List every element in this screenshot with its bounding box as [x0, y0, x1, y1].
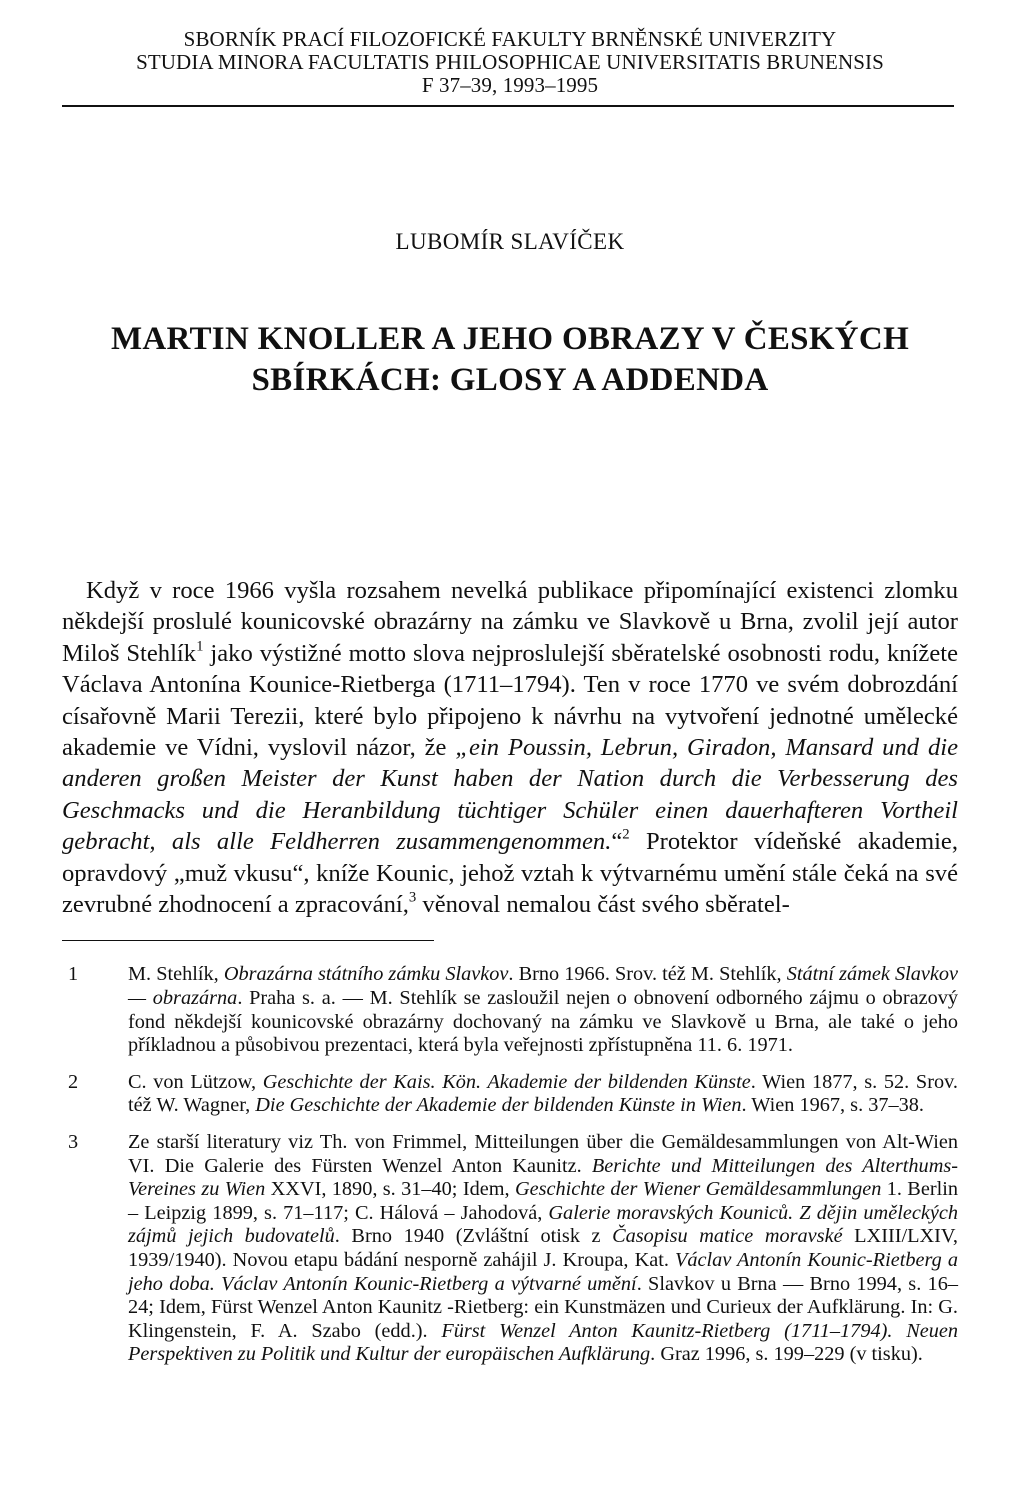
footnote-rule — [62, 940, 434, 941]
footnote-segment: M. Stehlík, — [128, 963, 224, 986]
article-title-line-2: SBÍRKÁCH: GLOSY A ADDENDA — [251, 362, 769, 398]
footnote-segment: . Brno 1940 (Zvláštní otisk z — [334, 1225, 613, 1248]
article-body — [62, 575, 958, 920]
footnote-2 — [62, 1071, 958, 1118]
article-author: LUBOMÍR SLAVÍČEK — [395, 229, 625, 254]
footnote-italic: Geschichte der Wiener Gemäldesammlungen — [514, 1178, 882, 1201]
page — [62, 28, 958, 1380]
footnote-1 — [62, 963, 958, 1057]
footnote-segment: . Graz 1996, s. 199–229 (v tisku). — [650, 1343, 923, 1366]
footnote-italic: Václav Antonín Kounic-Rietberg a jeho doba. Václav Antonín Kounic-Rietberg a výtvarné umění — [128, 1249, 958, 1295]
footnote-italic: Geschichte der Kais. Kön. Akademie der bildenden Künste — [262, 1070, 751, 1093]
footnote-italic: Obrazárna státního zámku Slavkov — [223, 963, 509, 986]
footnote-text — [128, 1131, 958, 1367]
body-text-segment: jako výstižné motto slova nejproslulejší sběratelské osobnosti rodu, knížete Václava Antonína Kounice-Rietberga (1711–1794). Ten v roce 1770 ve svém dobrozdání císařovně Marii Terezii, které bylo připojeno k návrhu na vytvoření jednotné umělecké akademie ve Vídni, vyslovil názor, že — [62, 639, 958, 762]
footnotes — [62, 963, 958, 1367]
footnote-italic: Časopisu matice moravské — [612, 1225, 843, 1248]
footnote-text — [128, 963, 958, 1057]
footnote-italic: Berichte und Mitteilungen des Alterthums-Vereines zu Wien — [128, 1154, 958, 1201]
footnote-segment: C. von Lützow, — [128, 1070, 263, 1093]
quotation: „ein Poussin, Lebrun, Giradon, Mansard und die anderen großen Meister der Kunst haben der Nation durch die Verbesserung des Geschmacks und die Heranbildung tüchtiger Schüler einen dauerhafteren Vortheil gebracht, als alle Feldherren zusammengenommen. — [62, 734, 958, 856]
footnote-3 — [62, 1131, 958, 1367]
footnote-italic: Státní zámek Slavkov — obrazárna — [128, 963, 959, 1010]
footnote-segment: . Brno 1966. Srov. též M. Stehlík, — [508, 963, 787, 986]
article-title — [62, 319, 958, 401]
footnote-italic: Galerie moravských Kouniců. Z dějin uměleckých zájmů jejich budovatelů — [128, 1201, 958, 1248]
footnote-number: 3 — [68, 1131, 79, 1154]
journal-name-czech: SBORNÍK PRACÍ FILOZOFICKÉ FAKULTY BRNĚNSKÉ UNIVERZITY — [183, 27, 837, 51]
footnote-italic: Die Geschichte der Akademie der bildenden Künste in Wien — [255, 1094, 742, 1117]
quote-close-mark: “ — [611, 828, 623, 856]
footnote-segment: . Slavkov u Brna — Brno 1994, s. 16–24; Idem, Fürst Wenzel Anton Kaunitz -Rietberg: ein Kunstmäzen und Curieux der Aufklärung. In: G. Klingenstein, F. A. Szabo (edd.). — [128, 1272, 958, 1342]
journal-header — [62, 28, 958, 97]
footnote-segment: . Wien 1877, s. 52. Srov. též W. Wagner, — [128, 1070, 958, 1117]
body-text-segment: Když v roce 1966 vyšla rozsahem nevelká publikace připomínající existenci zlomku někdejší proslulé kounicovské obrazárny na zámku ve Slavkově u Brna, zvolil její autor Miloš Stehlík — [62, 577, 958, 667]
footnote-segment: Ze starší literatury viz Th. von Frimmel, Mitteilungen über die Gemäldesammlungen von Alt-Wien VI. Die Galerie des Fürsten Wenzel Anton Kaunitz. — [128, 1131, 958, 1177]
footnote-italic: Fürst Wenzel Anton Kaunitz-Rietberg (1711–1794). Neuen Perspektiven zu Politik und Kultur der europäischen Aufklärung — [128, 1319, 959, 1366]
journal-name-latin: STUDIA MINORA FACULTATIS PHILOSOPHICAE UNIVERSITATIS BRUNENSIS — [136, 50, 884, 74]
footnote-segment: 1. Berlin – Leipzig 1899, s. 71–117; C. Hálová – Jahodová, — [128, 1178, 958, 1224]
footnote-text — [128, 1071, 958, 1118]
article-title-line-1: MARTIN KNOLLER A JEHO OBRAZY V ČESKÝCH — [110, 321, 910, 357]
footnote-segment: LXIII/LXIV, 1939/1940). Novou etapu bádání nesporně zahájil J. Kroupa, Kat. — [128, 1225, 958, 1271]
footnote-segment: . Wien 1967, s. 37–38. — [741, 1094, 924, 1117]
footnote-ref-1: 1 — [196, 638, 204, 655]
footnote-segment: . Praha s. a. — M. Stehlík se zasloužil nejen o obnovení odborného zájmu o obrazový fond někdejší kounicovské obrazárny dochovaný na zámku ve Slavkově u Brna, ale také o jeho příkladnou a působivou prezentaci, která byla veřejnosti zpřístupněna 11. 6. 1971. — [128, 987, 958, 1057]
journal-volume: F 37–39, 1993–1995 — [421, 73, 599, 97]
footnote-ref-3: 3 — [408, 889, 417, 906]
header-rule — [62, 105, 954, 107]
body-paragraph — [62, 575, 958, 920]
body-text-segment: věnoval nemalou část svého sběratel- — [416, 891, 790, 919]
footnote-ref-2: 2 — [622, 826, 630, 843]
body-text-segment: Protektor vídeňské akademie, opravdový „muž vkusu“, kníže Kounic, jehož vztah k výtvarnému umění stále čeká na své zevrubné zhodnocení a zpracování, — [62, 828, 958, 919]
footnote-number: 1 — [68, 963, 79, 986]
footnote-number: 2 — [68, 1070, 79, 1093]
footnote-segment: XXVI, 1890, s. 31–40; Idem, — [265, 1178, 515, 1201]
